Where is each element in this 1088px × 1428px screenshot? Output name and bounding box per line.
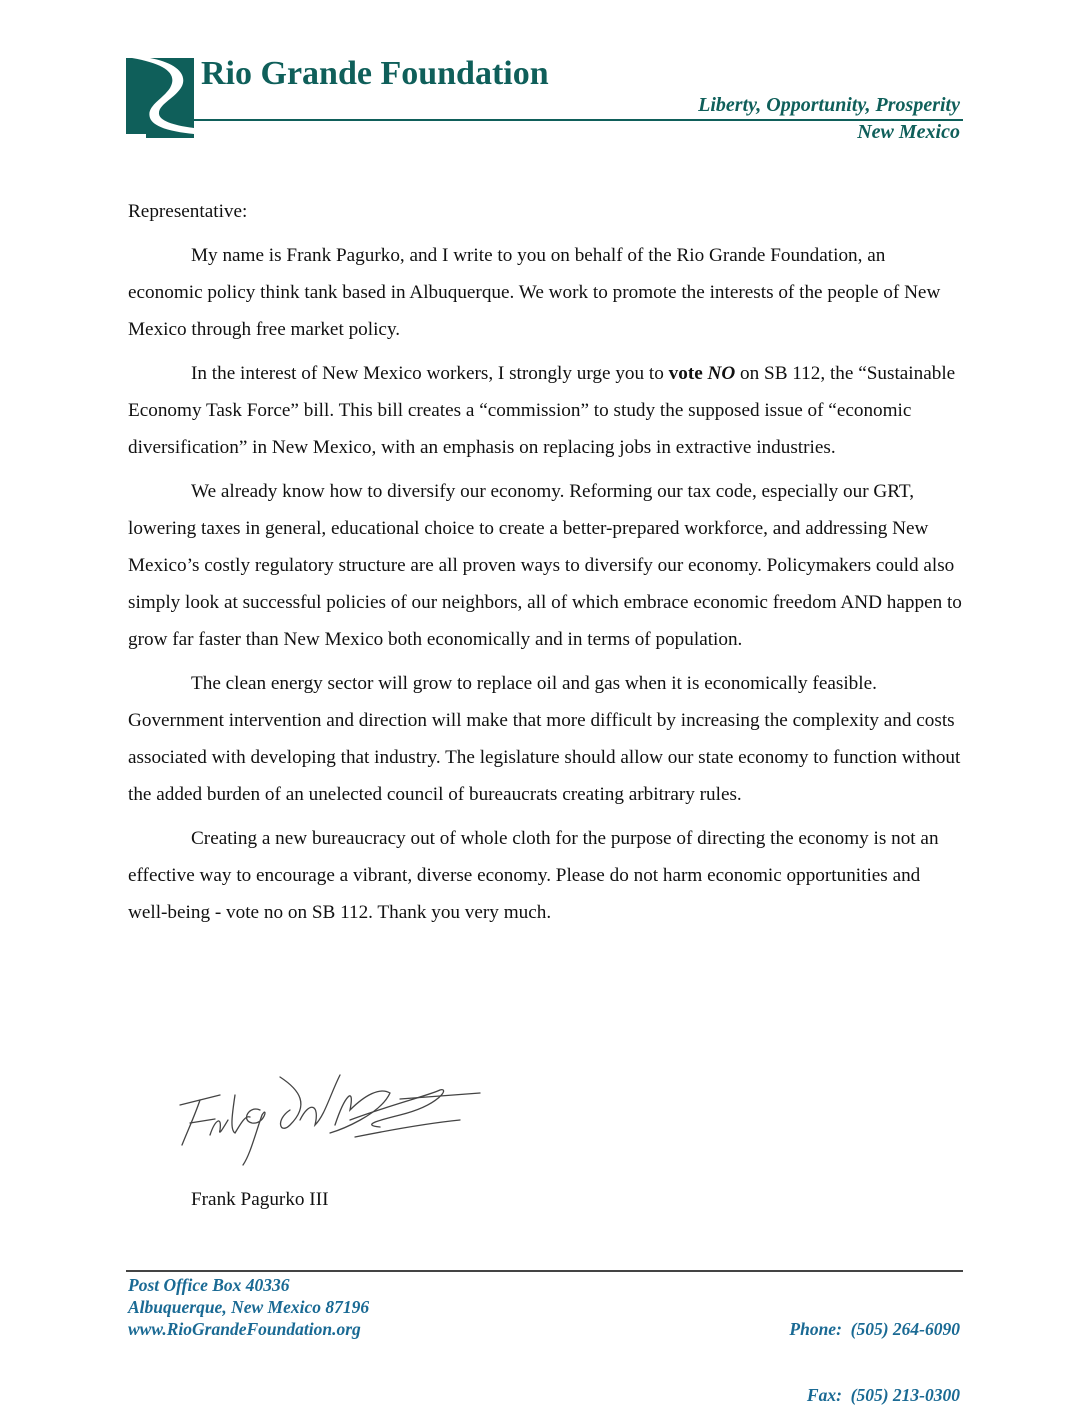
footer-contact	[789, 1274, 960, 1428]
no-emphasis: NO	[707, 363, 736, 384]
address-line-1: Post Office Box 40336	[128, 1275, 290, 1295]
salutation: Representative:	[128, 201, 248, 222]
letter-body	[128, 193, 962, 938]
request-text-end: on SB 112, the “Sustainable Economy Task Force” bill. This bill creates a “commission” to study the supposed issue of “economic diversification” in New Mexico, with an emphasis on replacing jobs in extractive industries.	[128, 363, 956, 458]
paragraph-intro: My name is Frank Pagurko, and I write to you on behalf of the Rio Grande Foundation, an economic policy think tank based in Albuquerque. We work to promote the interests of the people of New Mexico through free market policy.	[128, 245, 941, 340]
fax-number: Fax: (505) 213-0300	[806, 1385, 960, 1405]
address-line-2: Albuquerque, New Mexico 87196	[128, 1297, 370, 1317]
footer-divider	[126, 1270, 963, 1272]
paragraph-closing: Creating a new bureaucracy out of whole cloth for the purpose of directing the economy is not an effective way to encourage a vibrant, diverse economy. Please do not harm economic opportunities and well-being - vote no on SB 112. Thank you very much.	[128, 828, 939, 923]
tagline: Liberty, Opportunity, Prosperity	[698, 94, 960, 116]
handwritten-signature-icon	[140, 1065, 490, 1170]
paragraph-request	[128, 355, 962, 466]
rio-grande-logo-icon	[126, 58, 194, 142]
request-text-start: In the interest of New Mexico workers, I strongly urge you to	[191, 363, 669, 384]
vote-emphasis: vote	[668, 363, 708, 384]
paragraph-clean-energy: The clean energy sector will grow to replace oil and gas when it is economically feasible. Government intervention and direction will make that more difficult by increasing the complexity and costs associated with developing that industry. The legislature should allow our state economy to function without the added burden of an unelected council of bureaucrats creating arbitrary rules.	[128, 673, 961, 805]
footer-address	[128, 1274, 369, 1340]
signer-name: Frank Pagurko III	[191, 1189, 329, 1210]
organization-name: Rio Grande Foundation	[201, 55, 549, 92]
region-label: New Mexico	[857, 121, 960, 143]
website-link[interactable]: www.RioGrandeFoundation.org	[128, 1319, 361, 1339]
header-divider	[192, 119, 963, 121]
paragraph-diversify: We already know how to diversify our economy. Reforming our tax code, especially our GRT, lowering taxes in general, educational choice to create a better-prepared workforce, and addressing New Mexico’s costly regulatory structure are all proven ways to diversify our economy. Policymakers could also simply look at successful policies of our neighbors, all of which embrace economic freedom AND happen to grow far faster than New Mexico both economically and in terms of population.	[128, 481, 962, 650]
phone-number: Phone: (505) 264-6090	[789, 1319, 960, 1339]
